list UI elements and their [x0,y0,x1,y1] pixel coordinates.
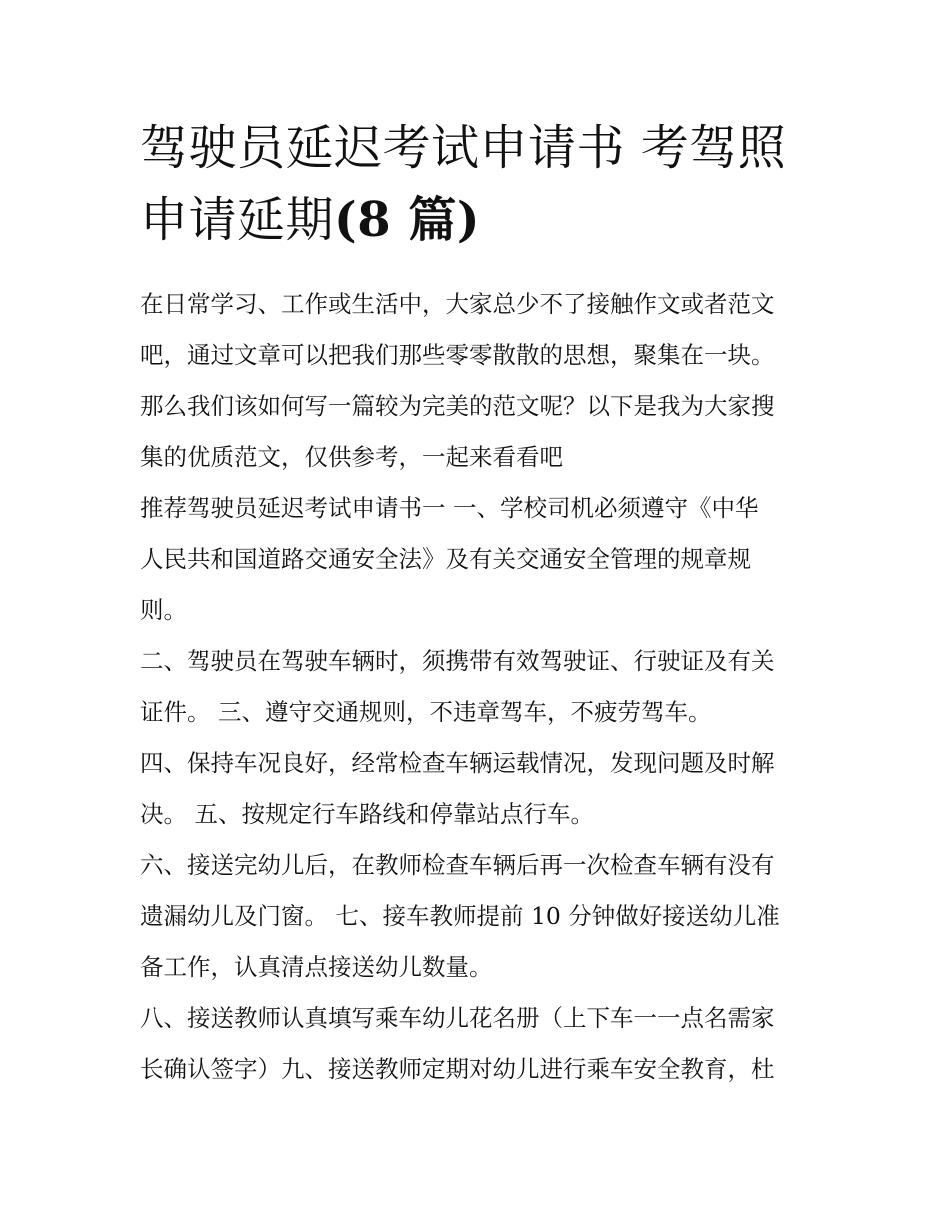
body-line: 集的优质范文，仅供参考，一起来看看吧 [140,443,563,471]
document-title [140,112,830,256]
title-line-2: 申请延期 [140,192,335,248]
body-line: 人民共和国道路交通安全法》及有关交通安全管理的规章规 [140,545,751,573]
body-line: 二、驾驶员在驾驶车辆时，须携带有效驾驶证、行驶证及有关 [140,647,775,675]
body-line: 则。 [140,596,187,624]
title-count: (8 篇) [334,192,481,248]
body-line: 在日常学习、工作或生活中，大家总少不了接触作文或者范文 [140,290,775,318]
body-line: 遗漏幼儿及门窗。 七、接车教师提前 10 分钟做好接送幼儿准 [140,902,780,930]
body-line: 决。 五、按规定行车路线和停靠站点行车。 [140,800,594,828]
body-line: 那么我们该如何写一篇较为完美的范文呢？以下是我为大家搜 [140,392,775,420]
body-line: 八、接送教师认真填写乘车幼儿花名册（上下车一一点名需家 [140,1004,775,1032]
body-line: 四、保持车况良好，经常检查车辆运载情况，发现问题及时解 [140,749,775,777]
body-line: 推荐驾驶员延迟考试申请书一 一、学校司机必须遵守《中华 [140,494,759,522]
title-line-1: 驾驶员延迟考试申请书 考驾照 [140,120,787,176]
body-line: 证件。 三、遵守交通规则，不违章驾车，不疲劳驾车。 [140,698,712,726]
body-line: 备工作，认真清点接送幼儿数量。 [140,953,493,981]
body-line: 长确认签字）九、接送教师定期对幼儿进行乘车安全教育，杜 [140,1055,775,1083]
document-body [140,279,830,1095]
body-line: 六、接送完幼儿后，在教师检查车辆后再一次检查车辆有没有 [140,851,775,879]
body-line: 吧，通过文章可以把我们那些零零散散的思想，聚集在一块。 [140,341,775,369]
